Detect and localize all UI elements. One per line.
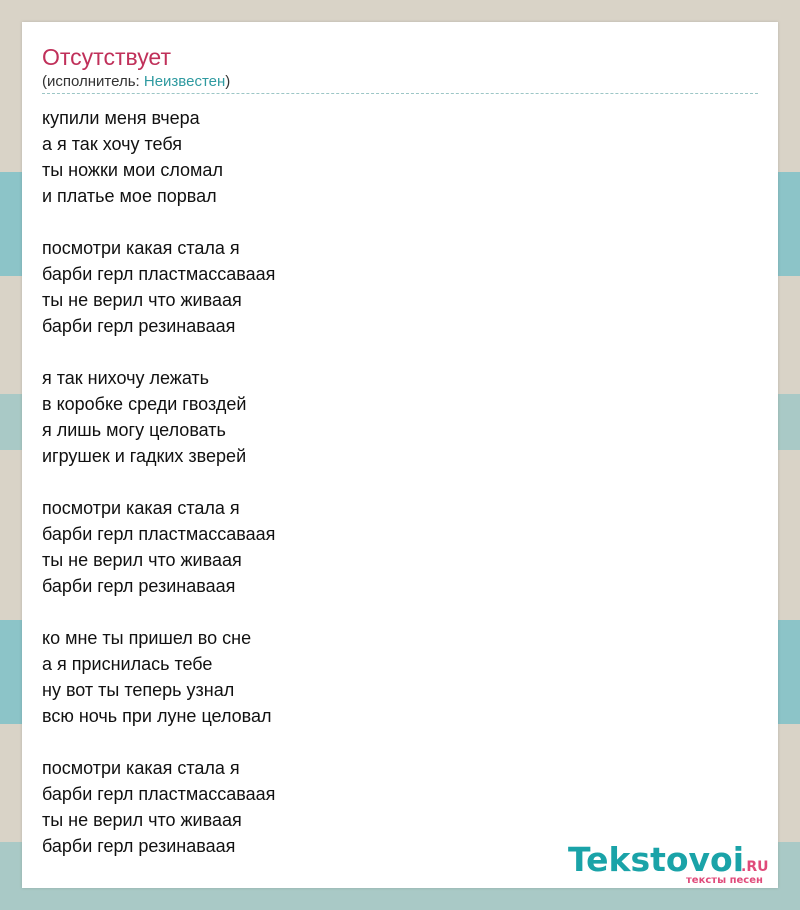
logo-wordmark: Tekstovoi — [568, 840, 745, 879]
lyrics-blank-line — [42, 339, 742, 365]
lyrics-line: барби герл пластмассаваая — [42, 524, 276, 544]
tekstovoi-logo[interactable] — [568, 840, 778, 888]
artist-suffix: ) — [225, 73, 231, 90]
lyrics-blank-line — [42, 469, 742, 495]
logo-tagline: тексты песен — [686, 875, 763, 886]
logo-domain: .RU — [741, 859, 769, 875]
lyrics-line: ты не верил что живаая — [42, 550, 242, 570]
lyrics-line: а я приснилась тебе — [42, 654, 213, 674]
lyrics-line: всю ночь при луне целовал — [42, 706, 272, 726]
lyrics-line: купили меня вчера — [42, 108, 200, 128]
divider — [42, 93, 758, 94]
lyrics-line: ты не верил что живаая — [42, 810, 242, 830]
artist-prefix: (исполнитель: — [42, 73, 144, 90]
lyrics-line: игрушек и гадких зверей — [42, 446, 247, 466]
artist-line — [42, 73, 230, 91]
lyrics-line: я лишь могу целовать — [42, 420, 226, 440]
lyrics-line: посмотри какая стала я — [42, 758, 240, 778]
lyrics-blank-line — [42, 599, 742, 625]
lyrics-line: в коробке среди гвоздей — [42, 394, 247, 414]
lyrics-line: барби герл резинаваая — [42, 836, 236, 856]
lyrics-line: посмотри какая стала я — [42, 498, 240, 518]
lyrics-line: барби герл пластмассаваая — [42, 784, 276, 804]
artist-link[interactable]: Неизвестен — [143, 73, 226, 90]
lyrics-line: ну вот ты теперь узнал — [42, 680, 235, 700]
lyrics-line: ты не верил что живаая — [42, 290, 242, 310]
lyrics-line: барби герл пластмассаваая — [42, 264, 276, 284]
lyrics-line: барби герл резинаваая — [42, 316, 236, 336]
lyrics-blank-line — [42, 209, 742, 235]
lyrics-line: я так нихочу лежать — [42, 368, 210, 388]
lyrics-line: и платье мое порвал — [42, 186, 217, 206]
lyrics-text — [42, 105, 742, 859]
song-title: Отсутствует — [42, 44, 171, 70]
lyrics-line: ты ножки мои сломал — [42, 160, 223, 180]
lyrics-line: барби герл резинаваая — [42, 576, 236, 596]
lyrics-line: ко мне ты пришел во сне — [42, 628, 252, 648]
lyrics-blank-line — [42, 729, 742, 755]
lyrics-card — [22, 22, 778, 888]
lyrics-line: а я так хочу тебя — [42, 134, 182, 154]
lyrics-line: посмотри какая стала я — [42, 238, 240, 258]
